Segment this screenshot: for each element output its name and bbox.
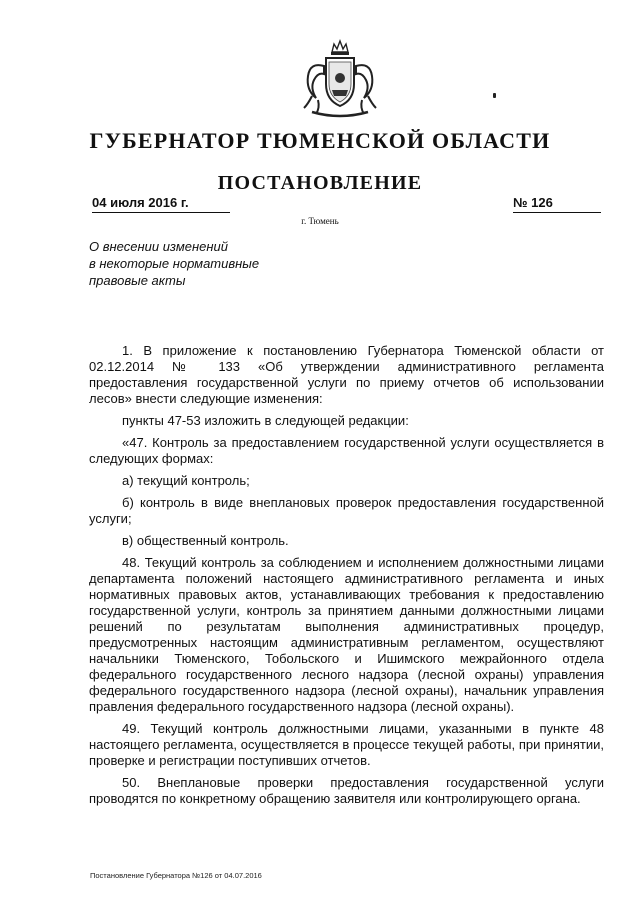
body-paragraph: 49. Текущий контроль должностными лицами, указанными в пункте 48 настоящего регламента, осуществляется в процессе текущей работы, при принятии, проверке и регистрации поступивших отчетов. [89,721,604,768]
document-number: № 126 [513,195,601,213]
document-body [89,343,604,813]
body-paragraph: 48. Текущий контроль за соблюдением и исполнением должностными лицами департамента положений настоящего административного регламента и иных нормативных правовых актов, устанавливающих требования к предоставлению государственной услуги, контроль за принятием данными должностными лицами решений по результатам выполнения административных процедур, предусмотренных настоящим административным регламентом, осуществляют начальники Тюменского, Тобольского и Ишимского межрайонного отдела федерального государственного лесного надзора (лесной охраны) управления федерального государственного надзора (лесной охраны), начальник управления правления федерального государственного надзора (лесной охраны). [89,555,604,714]
document-title: ГУБЕРНАТОР ТЮМЕНСКОЙ ОБЛАСТИ [89,128,551,153]
body-paragraph: а) текущий контроль; [122,473,250,488]
body-paragraph: б) контроль в виде внеплановых проверок предоставления государственной услуги; [89,495,604,526]
body-paragraph: в) общественный контроль. [122,533,289,548]
page-footer: Постановление Губернатора №126 от 04.07.2016 [90,871,262,880]
body-paragraph: 50. Внеплановые проверки предоставления государственной услуги проводятся по конкретному обращению заявителя или контролирующего органа. [89,775,604,806]
document-type: ПОСТАНОВЛЕНИЕ [217,172,423,194]
coat-of-arms-emblem [298,38,382,122]
body-paragraph: 1. В приложение к постановлению Губернатора Тюменской области от 02.12.2014 № 133 «Об утверждении административного регламента предоставления государственной услуги по приему отчетов об использовании лесов» внести следующие изменения: [89,343,604,406]
body-paragraph: пункты 47-53 изложить в следующей редакции: [122,413,409,428]
body-paragraph: «47. Контроль за предоставлением государственной услуги осуществляется в следующих формах: [89,435,604,466]
subject-line: О внесении изменений [89,239,228,254]
scan-speck [493,93,496,98]
document-city: г. Тюмень [301,216,339,226]
subject-line: правовые акты [89,273,186,288]
subject-line: в некоторые нормативные [89,256,260,271]
document-subject [89,238,329,289]
document-date: 04 июля 2016 г. [92,195,230,213]
